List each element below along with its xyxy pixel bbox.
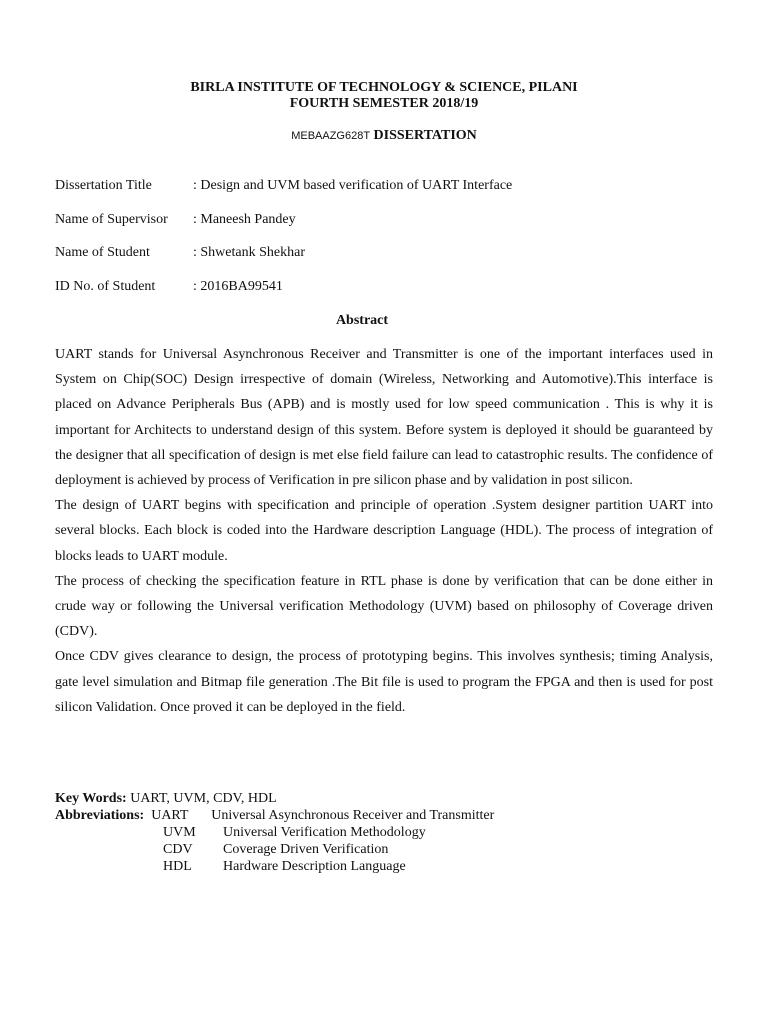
- abbreviation-value: Universal Asynchronous Receiver and Transmitter: [211, 808, 495, 823]
- info-label: ID No. of Student: [55, 279, 156, 294]
- info-value: : Shwetank Shekhar: [193, 245, 305, 260]
- keywords-line: [55, 790, 494, 807]
- keywords-section: [55, 790, 494, 875]
- abstract-body: [55, 342, 713, 720]
- abbreviation-row: [55, 858, 494, 875]
- info-row-title: [55, 177, 512, 195]
- abbreviations-label: Abbreviations:: [55, 808, 145, 823]
- abstract-paragraph: The design of UART begins with specification and principle of operation .System designer partition UART into several blocks. Each block is coded into the Hardware description Language (HDL). The process of integration of blocks leads to UART module.: [55, 498, 713, 564]
- abbreviation-key: HDL: [163, 859, 192, 874]
- info-value: : Design and UVM based verification of UART Interface: [193, 178, 513, 193]
- abstract-paragraph: Once CDV gives clearance to design, the process of prototyping begins. This involves synthesis; timing Analysis, gate level simulation and Bitmap file generation .The Bit file is used to program the FPGA and then is used for post silicon Validation. Once proved it can be deployed in the field.: [55, 649, 713, 715]
- abbreviation-row: [55, 841, 494, 858]
- info-label: Dissertation Title: [55, 178, 152, 193]
- info-value: : Maneesh Pandey: [193, 212, 296, 227]
- info-row-id: [55, 278, 283, 296]
- course-code: MEBAAZG628T: [291, 130, 371, 142]
- info-label: Name of Student: [55, 245, 150, 260]
- abstract-title: Abstract: [335, 313, 389, 328]
- abbreviation-key: UVM: [163, 825, 196, 840]
- abbreviation-key: CDV: [163, 842, 193, 857]
- course-title: DISSERTATION: [373, 128, 477, 143]
- abbreviation-row: [55, 807, 494, 824]
- abbreviation-row: [55, 824, 494, 841]
- abbreviation-value: Hardware Description Language: [223, 859, 406, 874]
- info-row-student: [55, 244, 305, 262]
- keywords-label: Key Words:: [55, 791, 127, 806]
- info-label: Name of Supervisor: [55, 212, 168, 227]
- keywords-value: UART, UVM, CDV, HDL: [126, 791, 277, 806]
- abstract-paragraph: UART stands for Universal Asynchronous Receiver and Transmitter is one of the important interfaces used in System on Chip(SOC) Design irrespective of domain (Wireless, Networking and Automotive).This interface is placed on Advance Peripherals Bus (APB) and is mostly used for low speed communication . This is why it is important for Architects to understand design of this system. Before system is deployed it should be guaranteed by the designer that all specification of design is met else field failure can lead to catastrophic results. The confidence of deployment is achieved by process of Verification in pre silicon phase and by validation in post silicon.: [55, 347, 713, 489]
- info-row-supervisor: [55, 211, 296, 229]
- semester-heading: FOURTH SEMESTER 2018/19: [289, 96, 479, 111]
- abstract-paragraph: The process of checking the specification feature in RTL phase is done by verification that can be done either in crude way or following the Universal verification Methodology (UVM) based on philosophy of Coverage driven (CDV).: [55, 573, 713, 640]
- info-value: : 2016BA99541: [193, 279, 283, 294]
- abbreviation-key: UART: [151, 808, 189, 823]
- institute-heading: BIRLA INSTITUTE OF TECHNOLOGY & SCIENCE, PILANI: [190, 80, 578, 95]
- course-line: [0, 128, 768, 144]
- abbreviation-value: Universal Verification Methodology: [223, 825, 426, 840]
- abbreviation-value: Coverage Driven Verification: [223, 842, 389, 857]
